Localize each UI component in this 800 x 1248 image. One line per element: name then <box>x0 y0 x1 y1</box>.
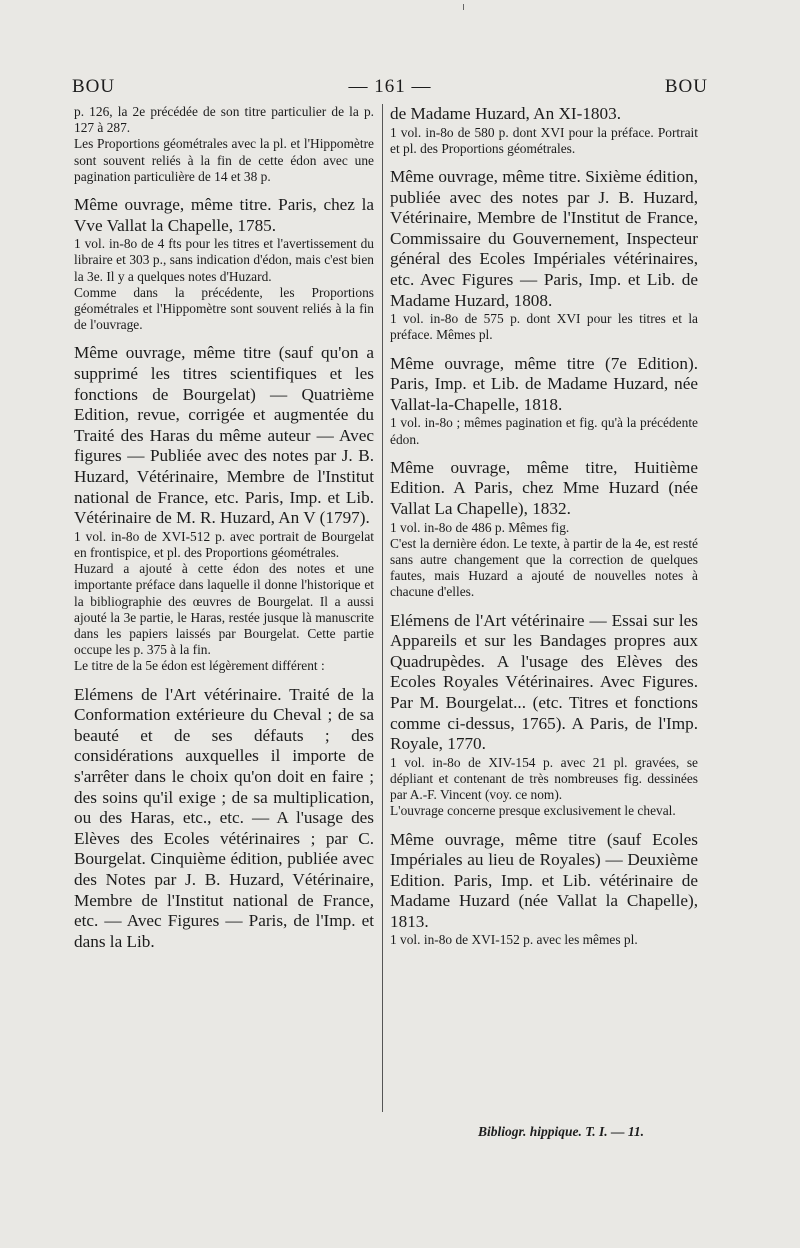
right-entry-gap <box>390 820 698 830</box>
column-divider <box>382 104 383 1112</box>
right-entry-note: 1 vol. in-8o de XVI-152 p. avec les mêmes pl. <box>390 932 638 948</box>
right-entry-heading: Elémens de l'Art vétérinaire — Essai sur les Appareils et sur les Bandages propres aux Quadrupèdes. A l'usage des Elèves des Ecoles Royales Vétérinaires. Avec Figures. Par M. Bourgelat... (etc. Titres et fonctions comme ci-dessus, 1765). A Paris, de l'Imp. Royale, 1770. <box>390 610 698 754</box>
right-entry-note: 1 vol. in-8o de 575 p. dont XVI pour les titres et la préface. Mêmes pl. <box>390 311 698 343</box>
right-entry-heading: de Madame Huzard, An XI-1803. <box>390 104 622 123</box>
right-entry-heading: Même ouvrage, même titre (7e Edition). Paris, Imp. et Lib. de Madame Huzard, née Vallat-la-Chapelle, 1818. <box>390 353 698 414</box>
right-entry-note: 1 vol. in-8o de 580 p. dont XVI pour la préface. Portrait et pl. des Proportions géométrales. <box>390 124 698 156</box>
page-number: — 161 — <box>348 76 432 97</box>
left-entry-note: 1 vol. in-8o de XVI-512 p. avec portrait de Bourgelat en frontispice, et pl. des Proportions géométrales. <box>74 528 374 560</box>
right-entry-gap <box>390 344 698 354</box>
left-entry-note: Le titre de la 5e édon est légèrement différent : <box>74 658 325 674</box>
left-entry-gap <box>74 185 374 195</box>
right-entry-note: 1 vol. in-8o de 486 p. Mêmes fig. <box>390 519 570 535</box>
left-entry-note: p. 126, la 2e précédée de son titre particulier de la p. 127 à 287. <box>74 104 374 136</box>
left-entry-heading: Elémens de l'Art vétérinaire. Traité de la Conformation extérieure du Cheval ; de sa beauté et de ses défauts ; des considérations auxquelles il importe de s'arrêter dans le choix qu'on doit en faire ; des soins qu'il exige ; de sa multiplication, ou des Haras, etc., etc. — A l'usage des Elèves des Ecoles vétérinaires ; par C. Bourgelat. Cinquième édition, publiée avec des Notes par J. B. Huzard, Vétérinaire, Membre de l'Institut national de France, etc. — Avec Figures — Paris, de l'Imp. et dans la Lib. <box>74 684 374 951</box>
left-column <box>74 104 374 952</box>
right-entry-heading: Même ouvrage, même titre (sauf Ecoles Impériales au lieu de Royales) — Deuxième Edition. Paris, Imp. et Lib. vétérinaire de Madame Huzard (née Vallat la Chapelle), 1813. <box>390 829 698 931</box>
right-entry-note: L'ouvrage concerne presque exclusivement le cheval. <box>390 803 676 819</box>
right-entry-gap <box>390 448 698 458</box>
left-entry-heading: Même ouvrage, même titre (sauf qu'on a supprimé les titres scientifiques et les fonctions de Bourgelat) — Quatrième Edition, revue, corrigée et augmentée du Traité des Haras du même auteur — Avec figures — Publiée avec des notes par J. B. Huzard, Vétérinaire, Membre de l'Institut national de France, etc. Paris, Imp. et Lib. Vétérinaire de M. R. Huzard, An V (1797). <box>74 343 374 528</box>
signature-line: Bibliogr. hippique. T. I. — 11. <box>478 1124 645 1139</box>
scan-speck <box>463 4 464 10</box>
right-entry-note: 1 vol. in-8o ; mêmes pagination et fig. qu'à la précédente édon. <box>390 415 698 447</box>
right-entry-note: 1 vol. in-8o de XIV-154 p. avec 21 pl. gravées, se dépliant et contenant de très nombreuses fig. dessinées par A.-F. Vincent (voy. ce nom). <box>390 754 698 803</box>
right-column <box>390 104 698 949</box>
left-entry-note: 1 vol. in-8o de 4 fts pour les titres et l'avertissement du libraire et 303 p., sans indication d'édon, mais c'est bien la 3e. Il y a quelques notes d'Huzard. <box>74 236 374 284</box>
right-entry-note: C'est la dernière édon. Le texte, à partir de la 4e, est resté sans autre changement que la correction de quelques fautes, mais Huzard a ajouté de nouvelles notes à chacune d'elles. <box>390 535 698 600</box>
running-head-left: BOU <box>72 76 116 97</box>
right-entry-gap <box>390 157 698 167</box>
running-head <box>72 76 708 104</box>
left-entry-note: Huzard a ajouté à cette édon des notes et une importante préface dans laquelle il donne l'historique et la bibliographie des œuvres de Bourgelat. Il a aussi ajouté la 3e partie, le Haras, restée jusque là manuscrite dans les papiers laissés par Bourgelat. Cette partie occupe les p. 375 à la fin. <box>74 561 374 658</box>
right-entry-heading: Même ouvrage, même titre, Huitième Edition. A Paris, chez Mme Huzard (née Vallat La Chapelle), 1832. <box>390 457 698 518</box>
left-entry-gap <box>74 333 374 343</box>
left-entry-note: Les Proportions géométrales avec la pl. et l'Hippomètre sont souvent reliés à la fin de cette édon avec une pagination particulière de 14 et 38 p. <box>74 136 374 184</box>
running-head-right: BOU <box>664 76 708 97</box>
left-entry-heading: Même ouvrage, même titre. Paris, chez la Vve Vallat la Chapelle, 1785. <box>74 195 374 235</box>
right-entry-heading: Même ouvrage, même titre. Sixième édition, publiée avec des notes par J. B. Huzard, Vétérinaire, Membre de l'Institut de France, Commissaire du Gouvernement, Inspecteur général des Ecoles Impériales vétérinaires, etc. Avec Figures — Paris, Imp. et Lib. de Madame Huzard, 1808. <box>390 167 698 310</box>
right-entry-gap <box>390 601 698 611</box>
left-entry-gap <box>74 675 374 685</box>
left-entry-note: Comme dans la précédente, les Proportions géométrales et l'Hippomètre sont souvent reliés à la fin de l'ouvrage. <box>74 284 374 333</box>
